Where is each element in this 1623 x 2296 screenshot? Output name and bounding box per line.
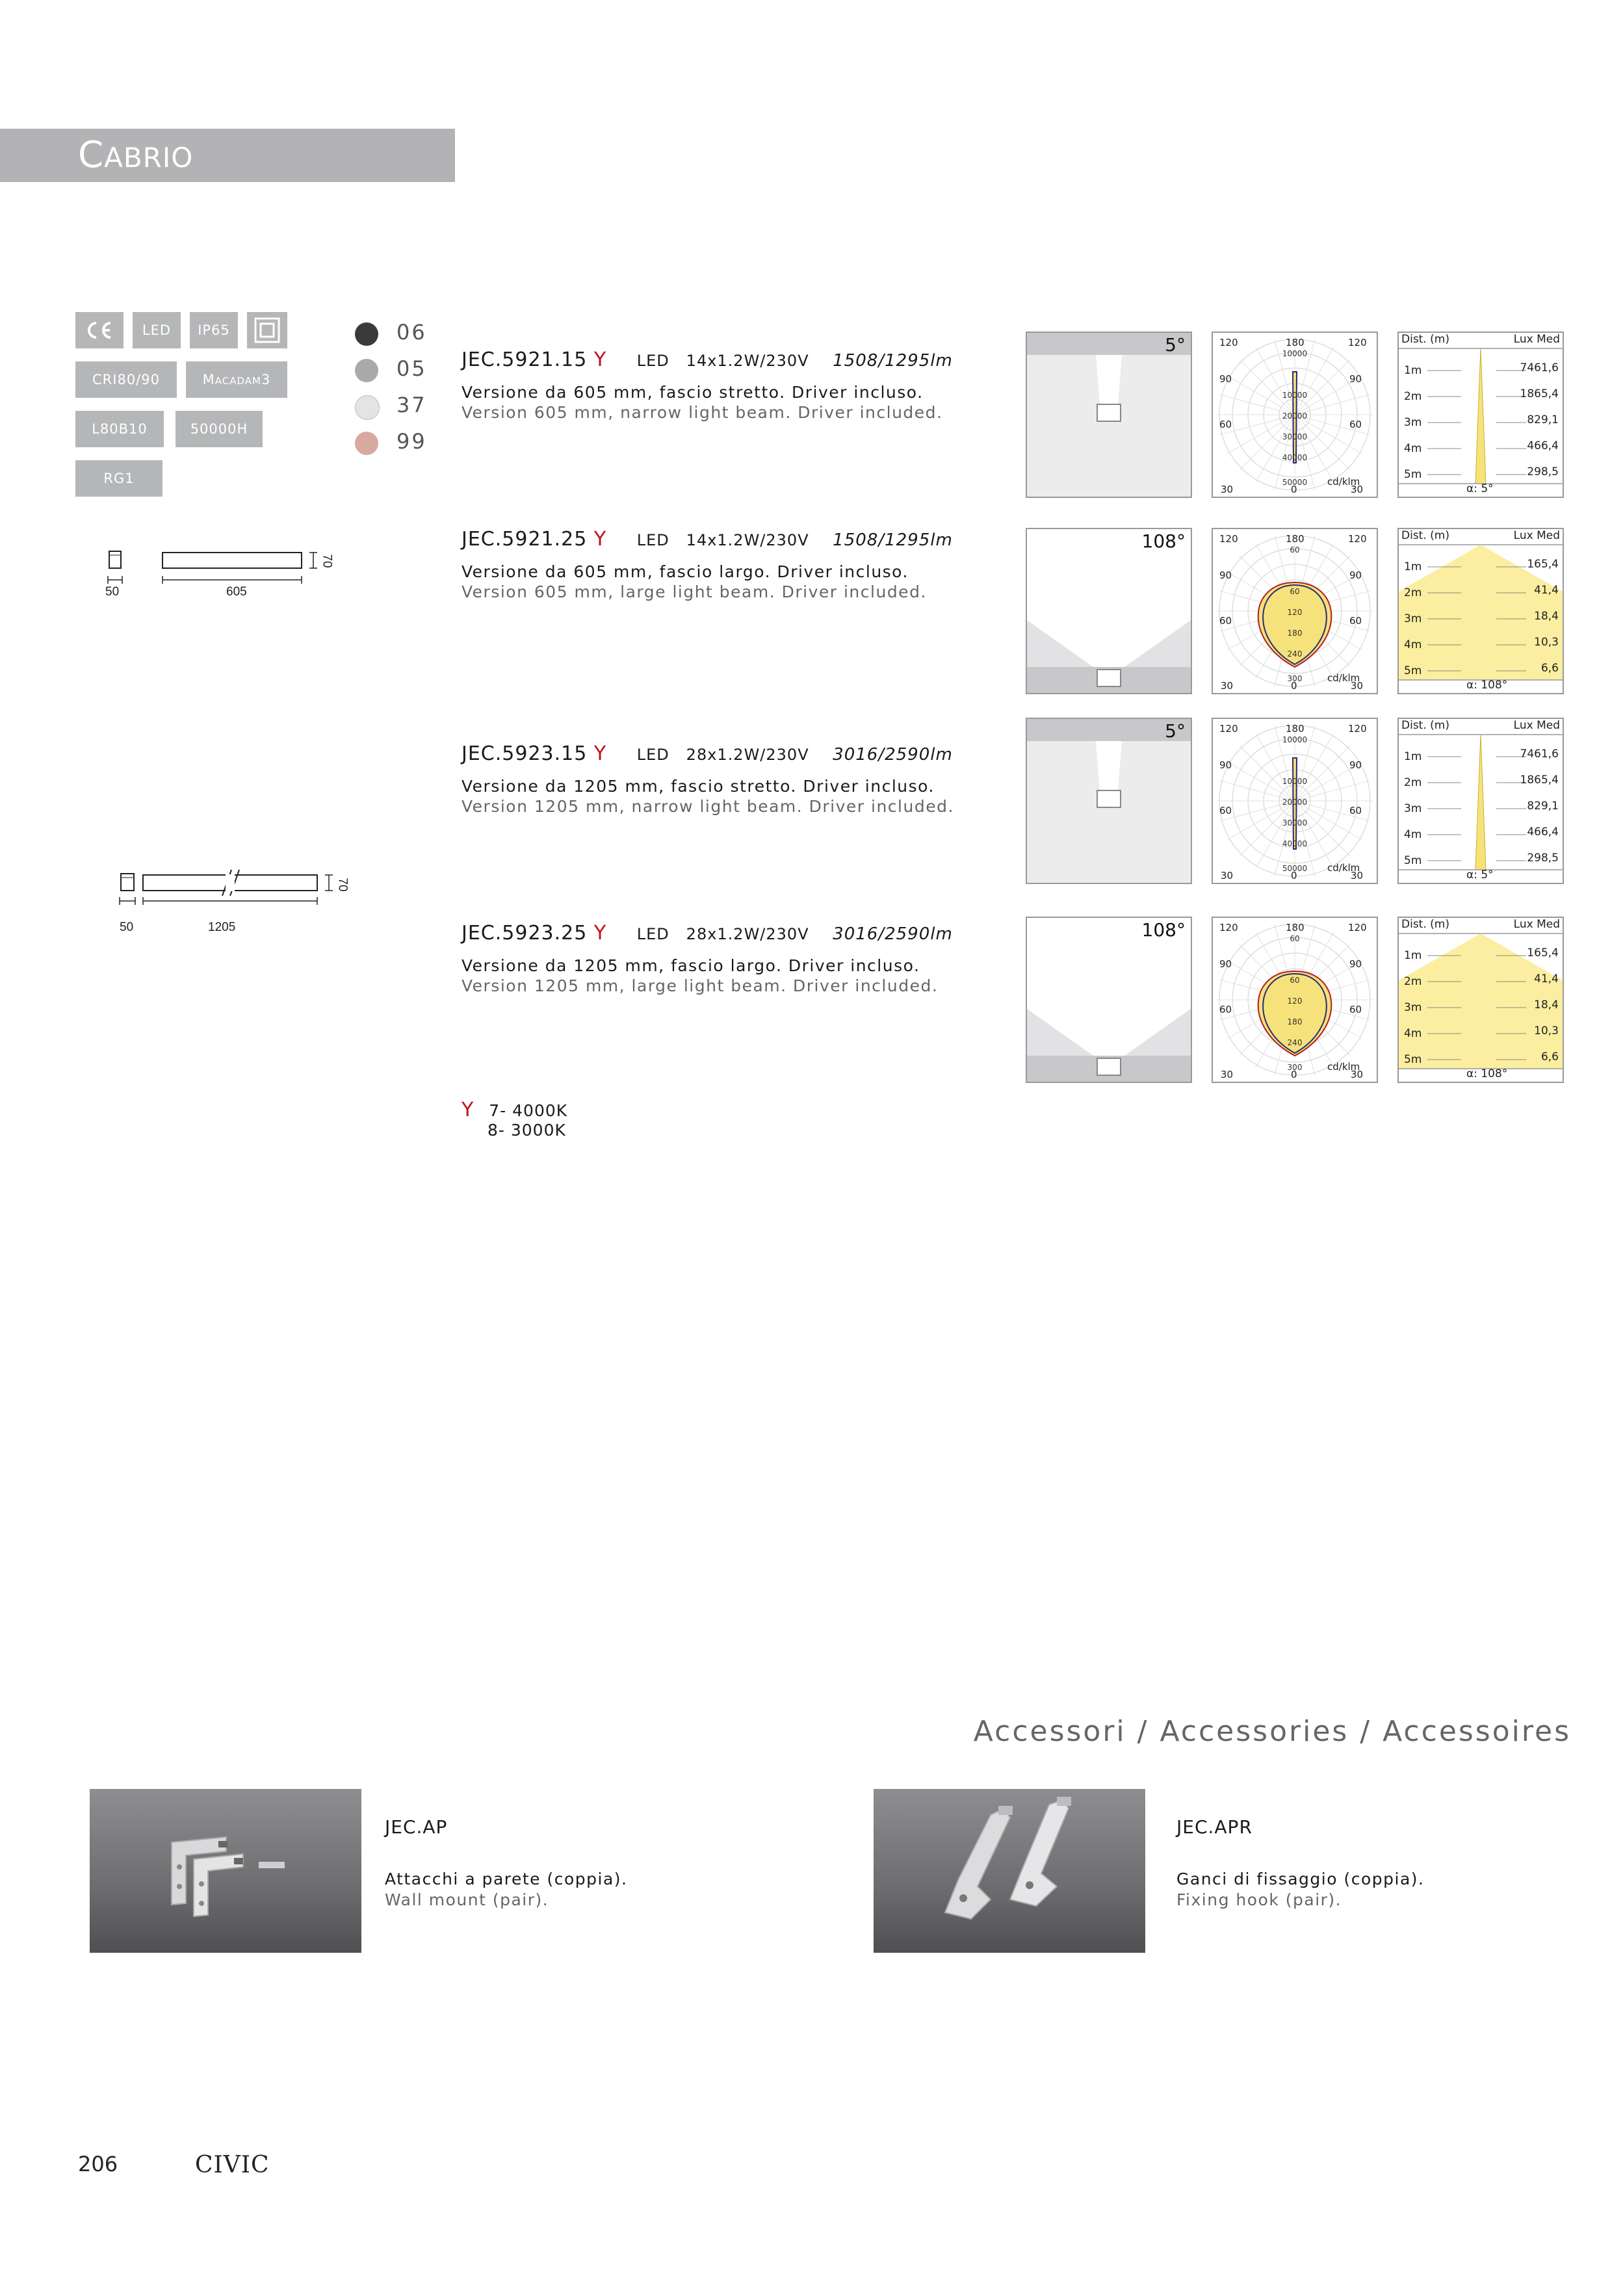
product-lumen: 3016/2590lm <box>833 745 953 764</box>
variant-legend-2 <box>487 1121 566 1140</box>
lux-distance: 1m <box>1404 949 1422 962</box>
lux-alpha: α: 108° <box>1466 1067 1508 1080</box>
polar-angle-label: 90 <box>1219 373 1232 385</box>
desc-english: Version 1205 mm, narrow light beam. Driver included. <box>461 797 954 816</box>
beam-cone <box>1096 355 1122 404</box>
lux-distance: 5m <box>1404 468 1422 481</box>
polar-angle-label: 90 <box>1349 958 1362 970</box>
polar-angle-label: 30 <box>1221 870 1234 881</box>
cri-badge: CRI80/90 <box>75 361 177 398</box>
lux-value: 829,1 <box>1527 413 1559 426</box>
polar-angle-label: 120 <box>1219 922 1238 933</box>
lux-value: 6,6 <box>1540 1050 1559 1063</box>
polar-angle-label: 90 <box>1349 569 1362 581</box>
polar-angle-label: 60 <box>1219 419 1232 430</box>
polar-angle-label: 180 <box>1286 337 1305 348</box>
color-swatch-05 <box>355 359 378 382</box>
product-row-1 <box>461 348 953 422</box>
polar-ring-label: 120 <box>1287 997 1303 1006</box>
polar-angle-label: 60 <box>1349 805 1362 816</box>
lux-value: 10,3 <box>1534 636 1559 649</box>
color-swatch-99 <box>355 432 378 455</box>
variant-symbol: Y <box>593 922 607 945</box>
polar-ring-label: 300 <box>1287 1063 1303 1072</box>
lux-table <box>1397 718 1564 884</box>
polar-ring-label: 60 <box>1290 587 1300 596</box>
luminaire-icon <box>1097 790 1121 807</box>
product-row-2 <box>461 528 953 601</box>
polar-diagram <box>1212 528 1378 694</box>
polar-ring-label: 180 <box>1287 629 1303 638</box>
lux-value: 7461,6 <box>1520 361 1559 374</box>
polar-ring-label: 30000 <box>1282 432 1308 441</box>
lux-distance: 1m <box>1404 560 1422 573</box>
lux-distance: 5m <box>1404 1053 1422 1066</box>
beam-angle-label: 108° <box>1141 919 1186 941</box>
lux-value: 466,4 <box>1527 826 1559 839</box>
dim-width-1205: 50 <box>120 920 134 934</box>
lux-value: 466,4 <box>1527 439 1559 452</box>
desc-italian: Versione da 1205 mm, fascio largo. Driver incluso. <box>461 956 920 975</box>
polar-ring-label: 10000 <box>1282 391 1308 400</box>
wall-mount-illustration <box>90 1789 361 1953</box>
lux-value: 1865,4 <box>1520 774 1559 787</box>
lux-value: 1865,4 <box>1520 387 1559 400</box>
page-number: 206 <box>78 2152 118 2176</box>
product-code-line <box>461 742 954 765</box>
beam-shape-svg <box>1027 529 1191 693</box>
luminaire-icon <box>1097 404 1121 421</box>
polar-angle-label: 30 <box>1351 870 1364 881</box>
product-code: JEC.5921.15 <box>461 348 588 371</box>
hours-badge: 50000H <box>175 411 263 447</box>
polar-angle-label: 120 <box>1219 533 1238 545</box>
lux-value-header: Lux Med <box>1513 529 1560 542</box>
lux-cone <box>1475 735 1486 870</box>
polar-angle-label: 120 <box>1219 337 1238 348</box>
polar-angle-label: 60 <box>1349 615 1362 627</box>
polar-unit-label: cd/klm <box>1327 672 1360 684</box>
polar-ring-label: 240 <box>1287 1038 1303 1047</box>
lux-value-header: Lux Med <box>1513 333 1560 346</box>
accessory-desc-it-1: Attacchi a parete (coppia). <box>385 1870 628 1888</box>
polar-ring-label: 10000 <box>1282 735 1308 744</box>
color-code-37: 37 <box>396 393 427 417</box>
polar-angle-label: 90 <box>1349 759 1362 771</box>
double-insulation-icon <box>253 317 281 344</box>
beam-angle-label: 108° <box>1141 530 1186 552</box>
polar-ring-label: 40000 <box>1282 839 1308 848</box>
polar-angle-label: 60 <box>1349 419 1362 430</box>
desc-english: Version 605 mm, narrow light beam. Driver included. <box>461 403 943 422</box>
polar-diagram <box>1212 917 1378 1083</box>
product-code-line <box>461 528 953 551</box>
page-title <box>78 134 193 176</box>
lux-distance: 3m <box>1404 1001 1422 1014</box>
lux-table <box>1397 332 1564 498</box>
polar-chart-svg <box>1213 918 1377 1082</box>
lux-dist-header: Dist. (m) <box>1401 719 1449 732</box>
dim-height-1205: 70 <box>335 878 350 892</box>
fixing-hook-image <box>874 1789 1145 1953</box>
polar-angle-label: 60 <box>1219 615 1232 627</box>
product-lumen: 1508/1295lm <box>833 351 953 371</box>
lux-value: 7461,6 <box>1520 748 1559 761</box>
desc-italian: Versione da 1205 mm, fascio stretto. Driver incluso. <box>461 777 935 796</box>
polar-ring-label: 300 <box>1287 674 1303 683</box>
desc-italian: Versione da 605 mm, fascio largo. Driver incluso. <box>461 562 909 581</box>
polar-angle-label: 180 <box>1286 533 1305 545</box>
beam-shape-svg <box>1027 918 1191 1082</box>
polar-angle-label: 90 <box>1349 373 1362 385</box>
product-code: JEC.5923.15 <box>461 742 588 765</box>
polar-angle-label: 90 <box>1219 759 1232 771</box>
accessory-desc-en-1: Wall mount (pair). <box>385 1890 549 1909</box>
beam-diagram <box>1026 917 1192 1083</box>
polar-ring-label: 50000 <box>1282 478 1308 487</box>
product-lumen: 1508/1295lm <box>833 530 953 550</box>
lux-value-header: Lux Med <box>1513 918 1560 931</box>
polar-unit-label: cd/klm <box>1327 862 1360 874</box>
lux-distance: 5m <box>1404 854 1422 867</box>
variant-legend-symbol: Y <box>461 1099 474 1121</box>
polar-angle-label: 30 <box>1351 1069 1364 1080</box>
macadam-badge: Macadam3 <box>186 361 287 398</box>
polar-diagram <box>1212 332 1378 498</box>
polar-chart-svg <box>1213 333 1377 497</box>
lux-table <box>1397 528 1564 694</box>
product-spec: LED 28x1.2W/230V <box>636 925 809 943</box>
beam-diagram <box>1026 718 1192 884</box>
product-row-4 <box>461 922 953 995</box>
ip-badge: IP65 <box>190 312 238 348</box>
lux-distance: 3m <box>1404 612 1422 625</box>
polar-angle-label: 120 <box>1348 922 1367 933</box>
led-badge: LED <box>133 312 181 348</box>
polar-angle-label: 120 <box>1348 723 1367 735</box>
polar-angle-label: 30 <box>1221 484 1234 495</box>
title-rest: ABRIO <box>104 142 194 174</box>
color-code-99: 99 <box>396 429 427 454</box>
beam-angle-label: 5° <box>1165 334 1186 356</box>
desc-italian: Versione da 605 mm, fascio stretto. Driver incluso. <box>461 383 924 402</box>
beam-diagram <box>1026 332 1192 498</box>
polar-ring-label: 60 <box>1290 934 1300 943</box>
polar-angle-label: 60 <box>1219 805 1232 816</box>
polar-angle-label: 120 <box>1219 723 1238 735</box>
polar-diagram <box>1212 718 1378 884</box>
color-code-05: 05 <box>396 356 427 381</box>
variant-option-2: 8- 3000K <box>487 1121 566 1140</box>
polar-angle-label: 30 <box>1351 484 1364 495</box>
lux-value: 829,1 <box>1527 800 1559 813</box>
polar-angle-label: 0 <box>1291 870 1297 881</box>
lux-distance: 2m <box>1404 390 1422 403</box>
lux-distance: 3m <box>1404 802 1422 815</box>
polar-ring-label: 240 <box>1287 649 1303 659</box>
polar-angle-label: 120 <box>1348 533 1367 545</box>
product-code-line <box>461 922 953 945</box>
lux-value: 165,4 <box>1527 558 1559 571</box>
lux-alpha: α: 5° <box>1466 868 1494 881</box>
lux-distance: 2m <box>1404 975 1422 988</box>
polar-angle-label: 60 <box>1219 1004 1232 1015</box>
fixing-hook-illustration <box>874 1789 1145 1953</box>
polar-ring-label: 50000 <box>1282 864 1308 873</box>
lux-value: 165,4 <box>1527 946 1559 959</box>
lux-value: 18,4 <box>1534 610 1559 623</box>
luminaire-icon <box>1097 670 1121 686</box>
polar-ring-label: 180 <box>1287 1017 1303 1026</box>
brand-logo: CIVIC <box>195 2152 270 2178</box>
lux-value: 18,4 <box>1534 998 1559 1011</box>
lux-distance: 4m <box>1404 638 1422 651</box>
beam-angle-label: 5° <box>1165 720 1186 742</box>
accessory-code-1: JEC.AP <box>385 1816 448 1838</box>
polar-angle-label: 0 <box>1291 484 1297 495</box>
lux-value: 41,4 <box>1534 972 1559 985</box>
product-code: JEC.5923.25 <box>461 922 588 945</box>
beam-shape-svg <box>1027 333 1191 497</box>
product-lumen: 3016/2590lm <box>833 924 953 944</box>
variant-symbol: Y <box>593 742 607 765</box>
product-spec: LED 28x1.2W/230V <box>636 746 809 764</box>
product-spec: LED 14x1.2W/230V <box>636 531 809 549</box>
lux-distance: 4m <box>1404 1027 1422 1040</box>
polar-angle-label: 0 <box>1291 1069 1297 1080</box>
variant-symbol: Y <box>593 528 607 551</box>
accessory-desc-it-2: Ganci di fissaggio (coppia). <box>1176 1870 1425 1888</box>
desc-english: Version 1205 mm, large light beam. Driver included. <box>461 976 939 995</box>
polar-angle-label: 30 <box>1221 1069 1234 1080</box>
lux-distance: 4m <box>1404 828 1422 841</box>
title-band <box>0 129 455 182</box>
polar-ring-label: 20000 <box>1282 798 1308 807</box>
lux-distance: 5m <box>1404 664 1422 677</box>
polar-unit-label: cd/klm <box>1327 476 1360 488</box>
lux-value: 298,5 <box>1527 852 1559 865</box>
dim-height-605: 70 <box>320 554 334 568</box>
dim-width-605: 50 <box>105 585 120 599</box>
product-code-line <box>461 348 953 371</box>
ce-mark-icon <box>84 320 114 340</box>
polar-angle-label: 90 <box>1219 958 1232 970</box>
accessories-heading: Accessori / Accessories / Accessoires <box>973 1715 1571 1748</box>
lux-distance: 1m <box>1404 750 1422 763</box>
polar-ring-label: 40000 <box>1282 453 1308 462</box>
wall-mount-image <box>90 1789 361 1953</box>
polar-angle-label: 30 <box>1351 680 1364 692</box>
color-code-06: 06 <box>396 320 427 345</box>
dim-length-605: 605 <box>226 585 247 599</box>
lux-value: 41,4 <box>1534 584 1559 597</box>
polar-ring-label: 20000 <box>1282 411 1308 421</box>
polar-ring-label: 120 <box>1287 608 1303 617</box>
lux-dist-header: Dist. (m) <box>1401 529 1449 542</box>
lux-distance: 3m <box>1404 416 1422 429</box>
product-code: JEC.5921.25 <box>461 528 588 551</box>
lux-dist-header: Dist. (m) <box>1401 333 1449 346</box>
lux-value: 6,6 <box>1540 662 1559 675</box>
polar-ring-label: 10000 <box>1282 777 1308 786</box>
polar-angle-label: 180 <box>1286 922 1305 933</box>
color-swatch-06 <box>355 322 378 346</box>
lux-cone <box>1475 348 1486 484</box>
polar-angle-label: 180 <box>1286 723 1305 735</box>
product-row-3 <box>461 742 954 816</box>
polar-chart-svg <box>1213 529 1377 693</box>
polar-ring-label: 30000 <box>1282 818 1308 828</box>
beam-diagram <box>1026 528 1192 694</box>
polar-ring-label: 60 <box>1290 545 1300 554</box>
color-swatch-37 <box>355 395 380 420</box>
lux-distance: 1m <box>1404 364 1422 377</box>
variant-option-1: 7- 4000K <box>489 1101 568 1120</box>
accessory-code-2: JEC.APR <box>1176 1816 1253 1838</box>
lux-alpha: α: 5° <box>1466 482 1494 495</box>
beam-shape-svg <box>1027 719 1191 883</box>
variant-symbol: Y <box>593 348 607 371</box>
polar-ring-label: 60 <box>1290 976 1300 985</box>
lux-distance: 4m <box>1404 442 1422 455</box>
lux-table <box>1397 917 1564 1083</box>
polar-chart-svg <box>1213 719 1377 883</box>
product-spec: LED 14x1.2W/230V <box>636 352 809 370</box>
lux-value: 298,5 <box>1527 465 1559 478</box>
lux-distance: 2m <box>1404 776 1422 789</box>
rg-badge: RG1 <box>75 460 162 497</box>
desc-english: Version 605 mm, large light beam. Driver included. <box>461 582 927 601</box>
variant-legend <box>461 1099 567 1121</box>
polar-angle-label: 120 <box>1348 337 1367 348</box>
polar-ring-label: 10000 <box>1282 349 1308 358</box>
dim-length-1205: 1205 <box>208 920 236 934</box>
polar-angle-label: 30 <box>1221 680 1234 692</box>
polar-angle-label: 0 <box>1291 680 1297 692</box>
lux-value-header: Lux Med <box>1513 719 1560 732</box>
lux-value: 10,3 <box>1534 1024 1559 1037</box>
accessory-desc-en-2: Fixing hook (pair). <box>1176 1890 1342 1909</box>
lux-distance: 2m <box>1404 586 1422 599</box>
class-ii-badge <box>247 312 287 348</box>
lux-alpha: α: 108° <box>1466 679 1508 692</box>
polar-unit-label: cd/klm <box>1327 1061 1360 1073</box>
ce-badge <box>75 312 123 348</box>
beam-cone <box>1096 741 1122 790</box>
lux-dist-header: Dist. (m) <box>1401 918 1449 931</box>
polar-angle-label: 60 <box>1349 1004 1362 1015</box>
l80-badge: L80B10 <box>75 411 164 447</box>
title-first-letter: C <box>78 134 105 176</box>
luminaire-icon <box>1097 1058 1121 1075</box>
polar-angle-label: 90 <box>1219 569 1232 581</box>
